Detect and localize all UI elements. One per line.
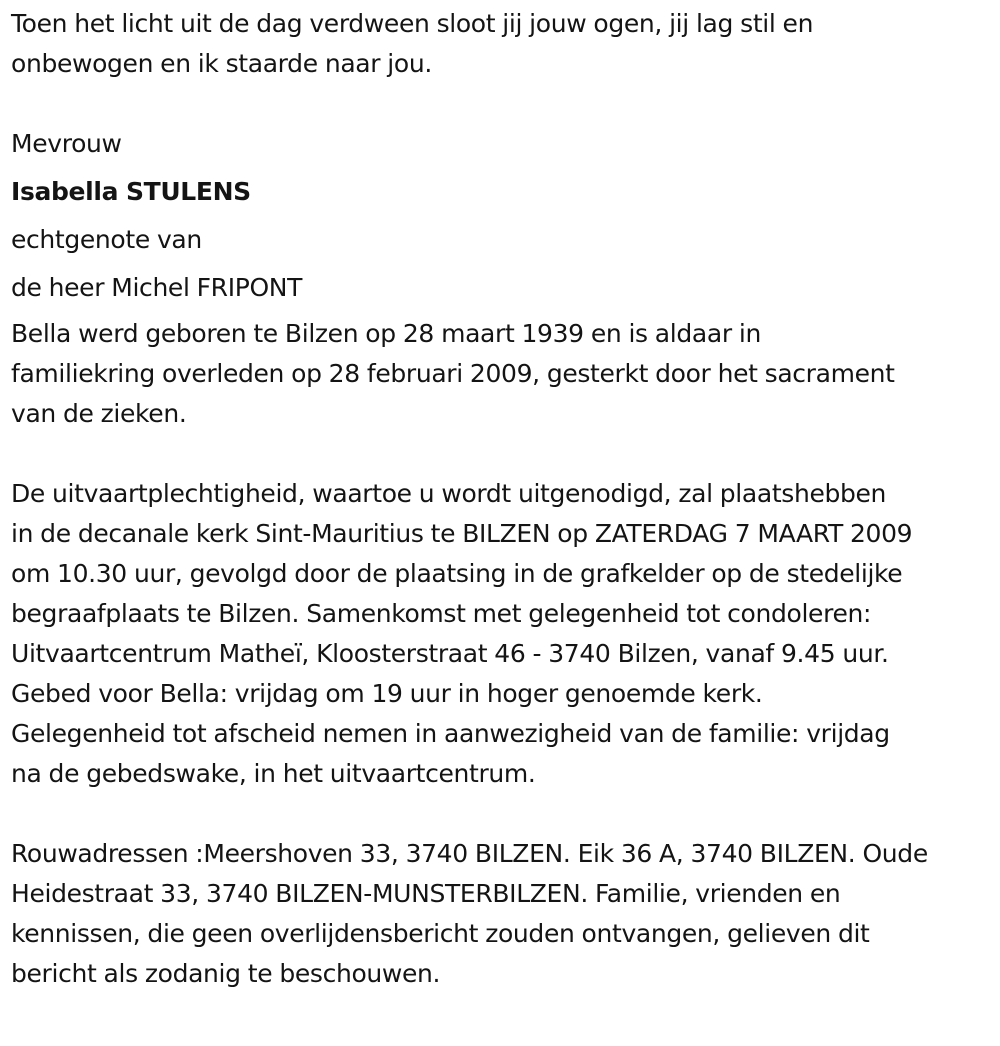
honorific: Mevrouw <box>11 129 122 158</box>
birth-death-paragraph <box>11 314 993 474</box>
paragraph-line: kennissen, die geen overlijdensbericht zouden ontvangen, gelieven dit <box>11 919 870 948</box>
paragraph-line: Heidestraat 33, 3740 BILZEN-MUNSTERBILZEN. Familie, vrienden en <box>11 879 841 908</box>
paragraph-line: na de gebedswake, in het uitvaartcentrum. <box>11 759 536 788</box>
deceased-name: Isabella STULENS <box>11 177 251 206</box>
paragraph-line: Uitvaartcentrum Matheï, Kloosterstraat 46 - 3740 Bilzen, vanaf 9.45 uur. <box>11 639 889 668</box>
paragraph-line: familiekring overleden op 28 februari 2009, gesterkt door het sacrament <box>11 359 895 388</box>
relation-label: echtgenote van <box>11 225 202 254</box>
paragraph-line: om 10.30 uur, gevolgd door de plaatsing in de grafkelder op de stedelijke <box>11 559 903 588</box>
paragraph-line: begraafplaats te Bilzen. Samenkomst met gelegenheid tot condoleren: <box>11 599 872 628</box>
paragraph-line: bericht als zodanig te beschouwen. <box>11 959 441 988</box>
verse-line: Toen het licht uit de dag verdween sloot jij jouw ogen, jij lag stil en <box>11 9 814 38</box>
spouse-name: de heer Michel FRIPONT <box>11 273 303 302</box>
paragraph-line: Rouwadressen :Meershoven 33, 3740 BILZEN. Eik 36 A, 3740 BILZEN. Oude <box>11 839 928 868</box>
paragraph-line: in de decanale kerk Sint-Mauritius te BILZEN op ZATERDAG 7 MAART 2009 <box>11 519 913 548</box>
ceremony-paragraph <box>11 474 993 834</box>
verse-paragraph <box>11 4 993 124</box>
paragraph-line: De uitvaartplechtigheid, waartoe u wordt uitgenodigd, zal plaatshebben <box>11 479 887 508</box>
addresses-paragraph <box>11 834 993 994</box>
obituary-document <box>11 4 993 994</box>
deceased-block <box>11 124 993 314</box>
paragraph-line: Gebed voor Bella: vrijdag om 19 uur in hoger genoemde kerk. <box>11 679 763 708</box>
paragraph-line: Bella werd geboren te Bilzen op 28 maart 1939 en is aldaar in <box>11 319 761 348</box>
verse-line: onbewogen en ik staarde naar jou. <box>11 49 432 78</box>
paragraph-line: van de zieken. <box>11 399 187 428</box>
paragraph-line: Gelegenheid tot afscheid nemen in aanwezigheid van de familie: vrijdag <box>11 719 890 748</box>
